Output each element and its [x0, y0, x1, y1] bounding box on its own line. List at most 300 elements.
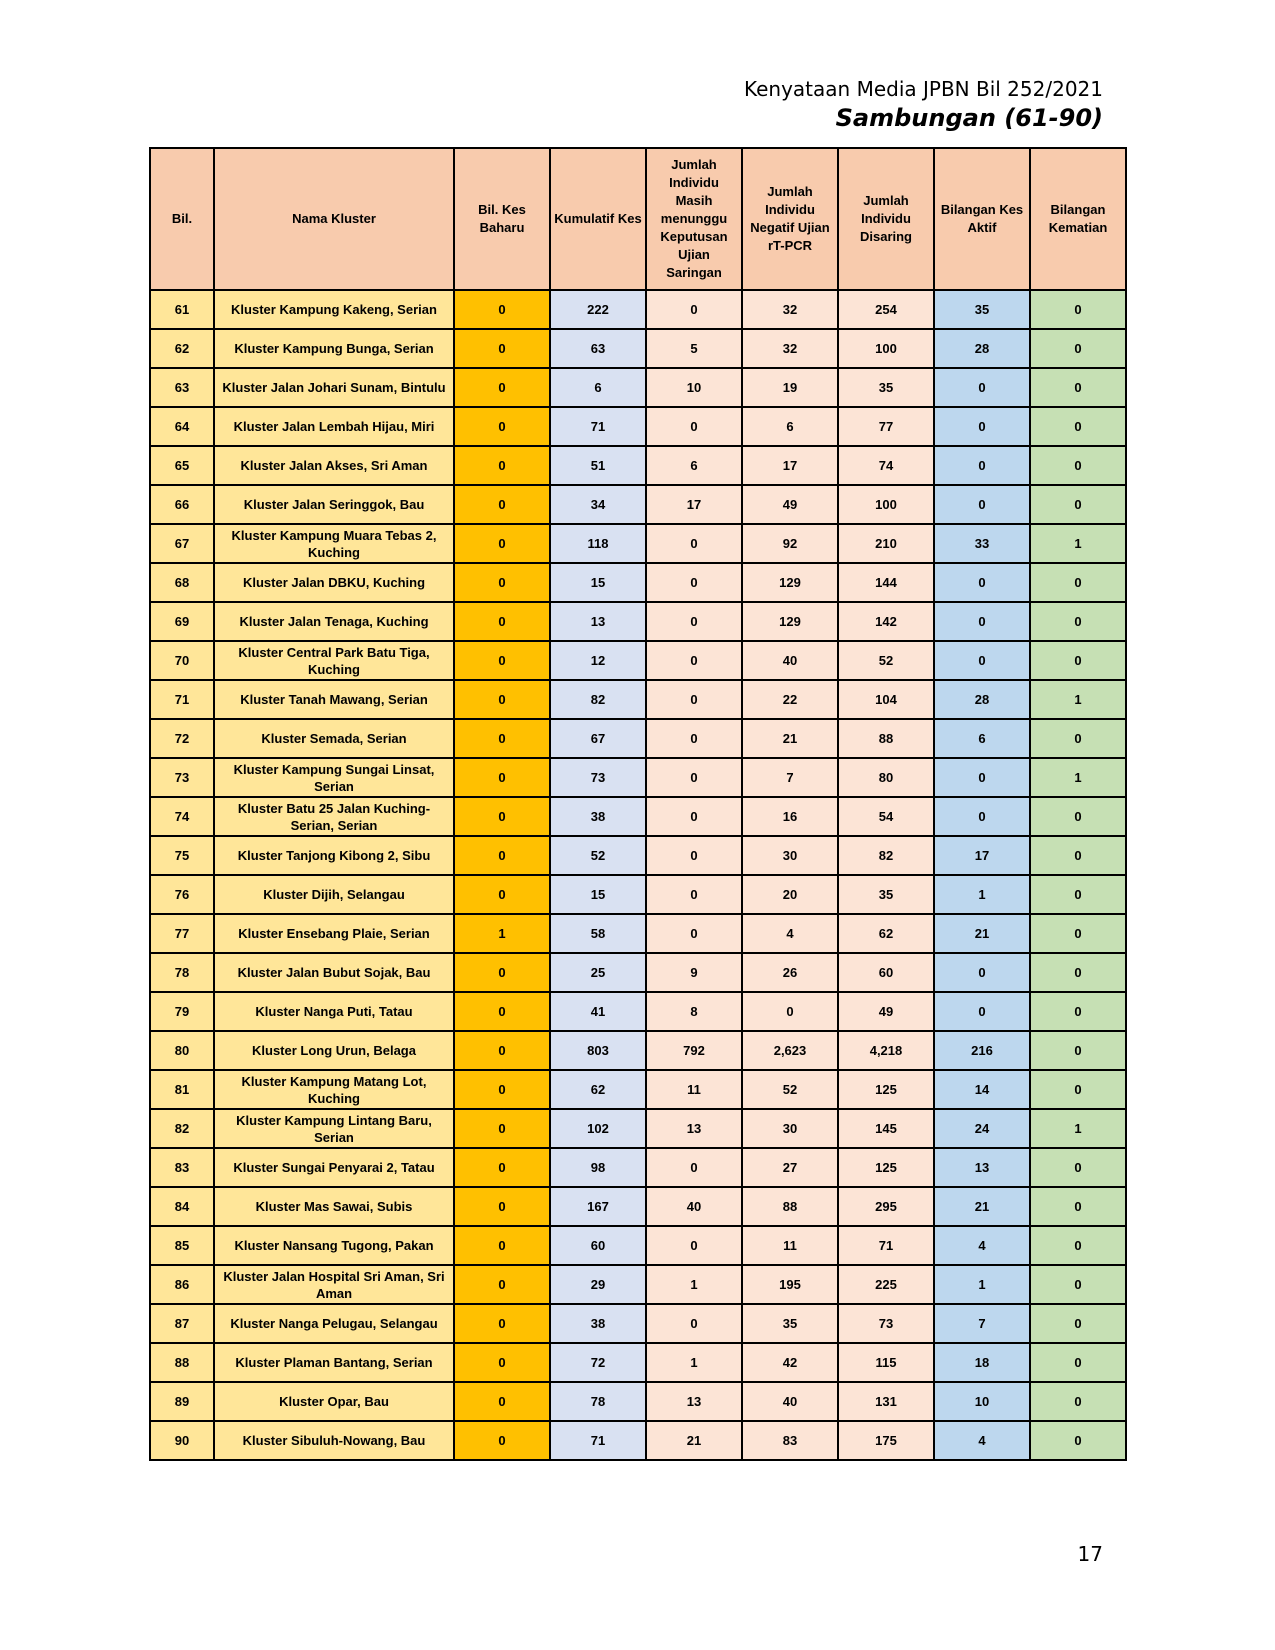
cell-negatif: 27	[742, 1148, 838, 1187]
cell-kes-aktif: 0	[934, 485, 1030, 524]
cell-kes-baharu: 0	[454, 368, 550, 407]
cell-masih-menunggu: 40	[646, 1187, 742, 1226]
cell-bil: 83	[150, 1148, 214, 1187]
cell-kematian: 0	[1030, 368, 1126, 407]
cell-negatif: 11	[742, 1226, 838, 1265]
cell-kes-baharu: 0	[454, 563, 550, 602]
table-row	[150, 1148, 1126, 1187]
cell-kumulatif: 62	[550, 1070, 646, 1109]
cell-kumulatif: 63	[550, 329, 646, 368]
cell-disaring: 115	[838, 1343, 934, 1382]
cell-kes-aktif: 21	[934, 914, 1030, 953]
cell-kematian: 0	[1030, 1148, 1126, 1187]
cell-kes-aktif: 14	[934, 1070, 1030, 1109]
cell-kes-baharu: 0	[454, 1265, 550, 1304]
cell-bil: 75	[150, 836, 214, 875]
cell-negatif: 2,623	[742, 1031, 838, 1070]
table-row	[150, 563, 1126, 602]
col-header-negatif: Jumlah Individu Negatif Ujian rT-PCR	[742, 148, 838, 290]
cell-kes-aktif: 33	[934, 524, 1030, 563]
cell-masih-menunggu: 0	[646, 836, 742, 875]
cell-kumulatif: 71	[550, 407, 646, 446]
cell-kes-aktif: 17	[934, 836, 1030, 875]
cell-kumulatif: 102	[550, 1109, 646, 1148]
cell-kematian: 0	[1030, 641, 1126, 680]
cell-bil: 80	[150, 1031, 214, 1070]
cell-negatif: 32	[742, 329, 838, 368]
col-header-kumulatif: Kumulatif Kes	[550, 148, 646, 290]
cell-kumulatif: 71	[550, 1421, 646, 1460]
table-row	[150, 875, 1126, 914]
cell-kes-baharu: 0	[454, 641, 550, 680]
cell-masih-menunggu: 0	[646, 290, 742, 329]
cell-kes-aktif: 0	[934, 602, 1030, 641]
table-row	[150, 680, 1126, 719]
table-row	[150, 407, 1126, 446]
cell-nama-kluster: Kluster Jalan Bubut Sojak, Bau	[214, 953, 454, 992]
cell-masih-menunggu: 0	[646, 680, 742, 719]
cell-kes-baharu: 0	[454, 446, 550, 485]
cell-kumulatif: 51	[550, 446, 646, 485]
cell-nama-kluster: Kluster Tanjong Kibong 2, Sibu	[214, 836, 454, 875]
cell-kes-baharu: 0	[454, 797, 550, 836]
cell-bil: 61	[150, 290, 214, 329]
cell-kumulatif: 15	[550, 875, 646, 914]
cell-nama-kluster: Kluster Kampung Bunga, Serian	[214, 329, 454, 368]
cell-masih-menunggu: 792	[646, 1031, 742, 1070]
cell-kumulatif: 118	[550, 524, 646, 563]
cell-kes-aktif: 4	[934, 1226, 1030, 1265]
col-header-kes-aktif: Bilangan Kes Aktif	[934, 148, 1030, 290]
cell-kematian: 0	[1030, 1187, 1126, 1226]
cell-disaring: 100	[838, 485, 934, 524]
cell-masih-menunggu: 11	[646, 1070, 742, 1109]
cell-bil: 84	[150, 1187, 214, 1226]
cell-disaring: 62	[838, 914, 934, 953]
cell-kematian: 0	[1030, 1382, 1126, 1421]
cell-bil: 73	[150, 758, 214, 797]
cell-masih-menunggu: 1	[646, 1265, 742, 1304]
col-header-nama-kluster: Nama Kluster	[214, 148, 454, 290]
cell-kes-baharu: 0	[454, 758, 550, 797]
cell-nama-kluster: Kluster Semada, Serian	[214, 719, 454, 758]
cell-nama-kluster: Kluster Jalan Hospital Sri Aman, Sri Aman	[214, 1265, 454, 1304]
cell-bil: 88	[150, 1343, 214, 1382]
cell-disaring: 104	[838, 680, 934, 719]
table-row	[150, 1343, 1126, 1382]
cell-kes-baharu: 0	[454, 1382, 550, 1421]
cell-bil: 78	[150, 953, 214, 992]
cell-kumulatif: 73	[550, 758, 646, 797]
cell-kematian: 0	[1030, 836, 1126, 875]
cell-masih-menunggu: 1	[646, 1343, 742, 1382]
cell-negatif: 20	[742, 875, 838, 914]
cell-disaring: 73	[838, 1304, 934, 1343]
col-header-masih-menunggu: Jumlah Individu Masih menunggu Keputusan Ujian Saringan	[646, 148, 742, 290]
cell-kematian: 0	[1030, 1304, 1126, 1343]
cell-negatif: 88	[742, 1187, 838, 1226]
cell-bil: 82	[150, 1109, 214, 1148]
table-row	[150, 1226, 1126, 1265]
cell-kes-aktif: 28	[934, 329, 1030, 368]
cell-disaring: 131	[838, 1382, 934, 1421]
table-row	[150, 836, 1126, 875]
cell-disaring: 210	[838, 524, 934, 563]
cell-negatif: 129	[742, 563, 838, 602]
cell-nama-kluster: Kluster Central Park Batu Tiga, Kuching	[214, 641, 454, 680]
cell-kumulatif: 25	[550, 953, 646, 992]
cell-kematian: 0	[1030, 290, 1126, 329]
cell-negatif: 42	[742, 1343, 838, 1382]
cell-disaring: 60	[838, 953, 934, 992]
table-row	[150, 1070, 1126, 1109]
cell-negatif: 26	[742, 953, 838, 992]
cell-kematian: 0	[1030, 875, 1126, 914]
cell-bil: 67	[150, 524, 214, 563]
cell-kumulatif: 803	[550, 1031, 646, 1070]
cell-bil: 87	[150, 1304, 214, 1343]
cell-bil: 64	[150, 407, 214, 446]
cell-bil: 89	[150, 1382, 214, 1421]
cell-nama-kluster: Kluster Nansang Tugong, Pakan	[214, 1226, 454, 1265]
cell-masih-menunggu: 6	[646, 446, 742, 485]
cell-kematian: 0	[1030, 602, 1126, 641]
cell-kes-baharu: 0	[454, 1343, 550, 1382]
cell-disaring: 49	[838, 992, 934, 1031]
document-subtitle: Sambungan (61-90)	[835, 104, 1103, 132]
table-row	[150, 1304, 1126, 1343]
cell-kematian: 1	[1030, 758, 1126, 797]
cell-disaring: 145	[838, 1109, 934, 1148]
cell-masih-menunggu: 0	[646, 641, 742, 680]
cell-kematian: 0	[1030, 1265, 1126, 1304]
cell-negatif: 30	[742, 1109, 838, 1148]
cell-negatif: 52	[742, 1070, 838, 1109]
cell-nama-kluster: Kluster Jalan Akses, Sri Aman	[214, 446, 454, 485]
cell-kes-aktif: 0	[934, 797, 1030, 836]
cell-disaring: 125	[838, 1070, 934, 1109]
cell-kes-baharu: 0	[454, 485, 550, 524]
table-row	[150, 1109, 1126, 1148]
cell-disaring: 77	[838, 407, 934, 446]
cell-negatif: 49	[742, 485, 838, 524]
cell-kematian: 0	[1030, 563, 1126, 602]
cell-masih-menunggu: 0	[646, 875, 742, 914]
cell-negatif: 40	[742, 1382, 838, 1421]
cell-disaring: 4,218	[838, 1031, 934, 1070]
cell-kematian: 0	[1030, 1421, 1126, 1460]
cell-kes-baharu: 0	[454, 329, 550, 368]
cluster-table	[149, 147, 1127, 1461]
cell-bil: 70	[150, 641, 214, 680]
cell-bil: 74	[150, 797, 214, 836]
cell-kumulatif: 78	[550, 1382, 646, 1421]
table-row	[150, 1382, 1126, 1421]
cell-kumulatif: 58	[550, 914, 646, 953]
cell-kes-baharu: 0	[454, 875, 550, 914]
cell-masih-menunggu: 0	[646, 524, 742, 563]
cell-masih-menunggu: 0	[646, 1226, 742, 1265]
cell-kes-aktif: 21	[934, 1187, 1030, 1226]
cell-negatif: 30	[742, 836, 838, 875]
cell-kes-aktif: 216	[934, 1031, 1030, 1070]
cell-kumulatif: 98	[550, 1148, 646, 1187]
cell-nama-kluster: Kluster Nanga Pelugau, Selangau	[214, 1304, 454, 1343]
cell-masih-menunggu: 0	[646, 914, 742, 953]
cell-kes-aktif: 0	[934, 407, 1030, 446]
col-header-disaring: Jumlah Individu Disaring	[838, 148, 934, 290]
cell-kes-baharu: 0	[454, 290, 550, 329]
cell-kes-baharu: 0	[454, 992, 550, 1031]
cell-masih-menunggu: 21	[646, 1421, 742, 1460]
cell-kumulatif: 34	[550, 485, 646, 524]
cell-kes-baharu: 0	[454, 602, 550, 641]
cell-kes-baharu: 0	[454, 1109, 550, 1148]
header-row	[150, 148, 1126, 290]
table-header	[150, 148, 1126, 290]
cell-kes-baharu: 0	[454, 1226, 550, 1265]
cell-kematian: 0	[1030, 446, 1126, 485]
cell-kes-aktif: 24	[934, 1109, 1030, 1148]
cell-kumulatif: 167	[550, 1187, 646, 1226]
table-row	[150, 368, 1126, 407]
cell-negatif: 16	[742, 797, 838, 836]
cell-kes-aktif: 6	[934, 719, 1030, 758]
cell-disaring: 100	[838, 329, 934, 368]
cell-kes-baharu: 0	[454, 953, 550, 992]
cell-nama-kluster: Kluster Kampung Lintang Baru, Serian	[214, 1109, 454, 1148]
cell-disaring: 225	[838, 1265, 934, 1304]
cell-kes-baharu: 0	[454, 1031, 550, 1070]
table-row	[150, 602, 1126, 641]
cell-masih-menunggu: 0	[646, 563, 742, 602]
cell-bil: 69	[150, 602, 214, 641]
cell-bil: 81	[150, 1070, 214, 1109]
cell-bil: 76	[150, 875, 214, 914]
cell-negatif: 19	[742, 368, 838, 407]
cell-kumulatif: 13	[550, 602, 646, 641]
cell-masih-menunggu: 13	[646, 1382, 742, 1421]
cell-kes-aktif: 0	[934, 368, 1030, 407]
cell-nama-kluster: Kluster Plaman Bantang, Serian	[214, 1343, 454, 1382]
cell-kematian: 0	[1030, 914, 1126, 953]
cell-negatif: 195	[742, 1265, 838, 1304]
cell-kes-aktif: 10	[934, 1382, 1030, 1421]
cell-negatif: 92	[742, 524, 838, 563]
table-row	[150, 758, 1126, 797]
cell-kematian: 0	[1030, 1070, 1126, 1109]
table-row	[150, 719, 1126, 758]
cell-kematian: 0	[1030, 992, 1126, 1031]
cell-nama-kluster: Kluster Mas Sawai, Subis	[214, 1187, 454, 1226]
cell-disaring: 88	[838, 719, 934, 758]
cell-kumulatif: 29	[550, 1265, 646, 1304]
page-number: 17	[1077, 1542, 1103, 1566]
cell-kumulatif: 12	[550, 641, 646, 680]
cell-nama-kluster: Kluster Batu 25 Jalan Kuching-Serian, Serian	[214, 797, 454, 836]
table-row	[150, 914, 1126, 953]
cell-kes-aktif: 13	[934, 1148, 1030, 1187]
cell-negatif: 40	[742, 641, 838, 680]
cell-negatif: 17	[742, 446, 838, 485]
cell-nama-kluster: Kluster Ensebang Plaie, Serian	[214, 914, 454, 953]
cell-masih-menunggu: 0	[646, 758, 742, 797]
cell-bil: 65	[150, 446, 214, 485]
cell-nama-kluster: Kluster Kampung Kakeng, Serian	[214, 290, 454, 329]
cell-disaring: 54	[838, 797, 934, 836]
cell-nama-kluster: Kluster Kampung Sungai Linsat, Serian	[214, 758, 454, 797]
cell-kematian: 0	[1030, 719, 1126, 758]
table-row	[150, 485, 1126, 524]
cell-kumulatif: 82	[550, 680, 646, 719]
cell-kes-aktif: 0	[934, 758, 1030, 797]
table-row	[150, 524, 1126, 563]
cell-kes-baharu: 0	[454, 836, 550, 875]
col-header-bil: Bil.	[150, 148, 214, 290]
cell-negatif: 32	[742, 290, 838, 329]
cell-masih-menunggu: 0	[646, 407, 742, 446]
cell-nama-kluster: Kluster Tanah Mawang, Serian	[214, 680, 454, 719]
cell-kematian: 0	[1030, 1343, 1126, 1382]
cell-masih-menunggu: 0	[646, 797, 742, 836]
cell-kes-aktif: 35	[934, 290, 1030, 329]
cell-kes-baharu: 0	[454, 407, 550, 446]
cell-kematian: 0	[1030, 329, 1126, 368]
cell-masih-menunggu: 0	[646, 1304, 742, 1343]
cell-kes-baharu: 0	[454, 524, 550, 563]
cell-bil: 71	[150, 680, 214, 719]
cell-kematian: 0	[1030, 407, 1126, 446]
cell-kematian: 0	[1030, 1031, 1126, 1070]
cell-kematian: 0	[1030, 1226, 1126, 1265]
cell-disaring: 35	[838, 875, 934, 914]
cell-kes-aktif: 28	[934, 680, 1030, 719]
table-row	[150, 290, 1126, 329]
cell-negatif: 4	[742, 914, 838, 953]
cell-masih-menunggu: 5	[646, 329, 742, 368]
cell-kumulatif: 52	[550, 836, 646, 875]
cell-masih-menunggu: 10	[646, 368, 742, 407]
table-row	[150, 1421, 1126, 1460]
cell-bil: 72	[150, 719, 214, 758]
cell-negatif: 0	[742, 992, 838, 1031]
cell-nama-kluster: Kluster Kampung Matang Lot, Kuching	[214, 1070, 454, 1109]
cell-nama-kluster: Kluster Sibuluh-Nowang, Bau	[214, 1421, 454, 1460]
col-header-kes-baharu: Bil. Kes Baharu	[454, 148, 550, 290]
cell-masih-menunggu: 9	[646, 953, 742, 992]
cell-disaring: 80	[838, 758, 934, 797]
cell-nama-kluster: Kluster Kampung Muara Tebas 2, Kuching	[214, 524, 454, 563]
cell-bil: 62	[150, 329, 214, 368]
cell-kes-baharu: 1	[454, 914, 550, 953]
cell-nama-kluster: Kluster Jalan Tenaga, Kuching	[214, 602, 454, 641]
cell-kes-aktif: 0	[934, 953, 1030, 992]
table-row	[150, 797, 1126, 836]
cell-disaring: 142	[838, 602, 934, 641]
cell-negatif: 129	[742, 602, 838, 641]
col-header-kematian: Bilangan Kematian	[1030, 148, 1126, 290]
cell-disaring: 74	[838, 446, 934, 485]
cell-negatif: 7	[742, 758, 838, 797]
cell-kumulatif: 41	[550, 992, 646, 1031]
cell-kematian: 0	[1030, 485, 1126, 524]
table-row	[150, 641, 1126, 680]
cell-masih-menunggu: 13	[646, 1109, 742, 1148]
cell-kes-baharu: 0	[454, 1187, 550, 1226]
cell-kes-baharu: 0	[454, 1421, 550, 1460]
cell-masih-menunggu: 0	[646, 719, 742, 758]
cell-kumulatif: 38	[550, 1304, 646, 1343]
cell-kematian: 1	[1030, 1109, 1126, 1148]
table-row	[150, 1265, 1126, 1304]
cell-disaring: 35	[838, 368, 934, 407]
table-body	[150, 290, 1126, 1460]
cell-disaring: 254	[838, 290, 934, 329]
cell-disaring: 125	[838, 1148, 934, 1187]
cell-disaring: 71	[838, 1226, 934, 1265]
cell-kumulatif: 15	[550, 563, 646, 602]
table-row	[150, 446, 1126, 485]
cell-negatif: 6	[742, 407, 838, 446]
cell-masih-menunggu: 0	[646, 602, 742, 641]
cell-kes-baharu: 0	[454, 680, 550, 719]
table-row	[150, 1031, 1126, 1070]
document-title: Kenyataan Media JPBN Bil 252/2021	[743, 77, 1103, 101]
cell-negatif: 35	[742, 1304, 838, 1343]
cell-kematian: 1	[1030, 680, 1126, 719]
cell-nama-kluster: Kluster Nanga Puti, Tatau	[214, 992, 454, 1031]
cell-kumulatif: 222	[550, 290, 646, 329]
cell-nama-kluster: Kluster Opar, Bau	[214, 1382, 454, 1421]
cell-kematian: 1	[1030, 524, 1126, 563]
cell-kumulatif: 60	[550, 1226, 646, 1265]
cell-nama-kluster: Kluster Jalan Seringgok, Bau	[214, 485, 454, 524]
cell-bil: 85	[150, 1226, 214, 1265]
document-header	[744, 76, 1103, 134]
cell-nama-kluster: Kluster Long Urun, Belaga	[214, 1031, 454, 1070]
cell-disaring: 175	[838, 1421, 934, 1460]
cell-kes-baharu: 0	[454, 1304, 550, 1343]
cell-kematian: 0	[1030, 953, 1126, 992]
cell-kes-aktif: 18	[934, 1343, 1030, 1382]
table-row	[150, 1187, 1126, 1226]
cell-kes-baharu: 0	[454, 1148, 550, 1187]
cell-bil: 68	[150, 563, 214, 602]
cell-bil: 66	[150, 485, 214, 524]
cell-negatif: 83	[742, 1421, 838, 1460]
cell-kes-aktif: 0	[934, 446, 1030, 485]
cell-kumulatif: 6	[550, 368, 646, 407]
cell-disaring: 144	[838, 563, 934, 602]
cell-nama-kluster: Kluster Jalan DBKU, Kuching	[214, 563, 454, 602]
cell-kumulatif: 38	[550, 797, 646, 836]
cell-kes-baharu: 0	[454, 719, 550, 758]
cell-kes-aktif: 1	[934, 875, 1030, 914]
cell-negatif: 22	[742, 680, 838, 719]
cell-nama-kluster: Kluster Jalan Johari Sunam, Bintulu	[214, 368, 454, 407]
cell-bil: 90	[150, 1421, 214, 1460]
cell-kumulatif: 72	[550, 1343, 646, 1382]
cell-nama-kluster: Kluster Sungai Penyarai 2, Tatau	[214, 1148, 454, 1187]
cell-kumulatif: 67	[550, 719, 646, 758]
table-row	[150, 992, 1126, 1031]
cell-kes-aktif: 7	[934, 1304, 1030, 1343]
cell-negatif: 21	[742, 719, 838, 758]
cell-disaring: 52	[838, 641, 934, 680]
cell-masih-menunggu: 8	[646, 992, 742, 1031]
cell-nama-kluster: Kluster Jalan Lembah Hijau, Miri	[214, 407, 454, 446]
cell-bil: 77	[150, 914, 214, 953]
